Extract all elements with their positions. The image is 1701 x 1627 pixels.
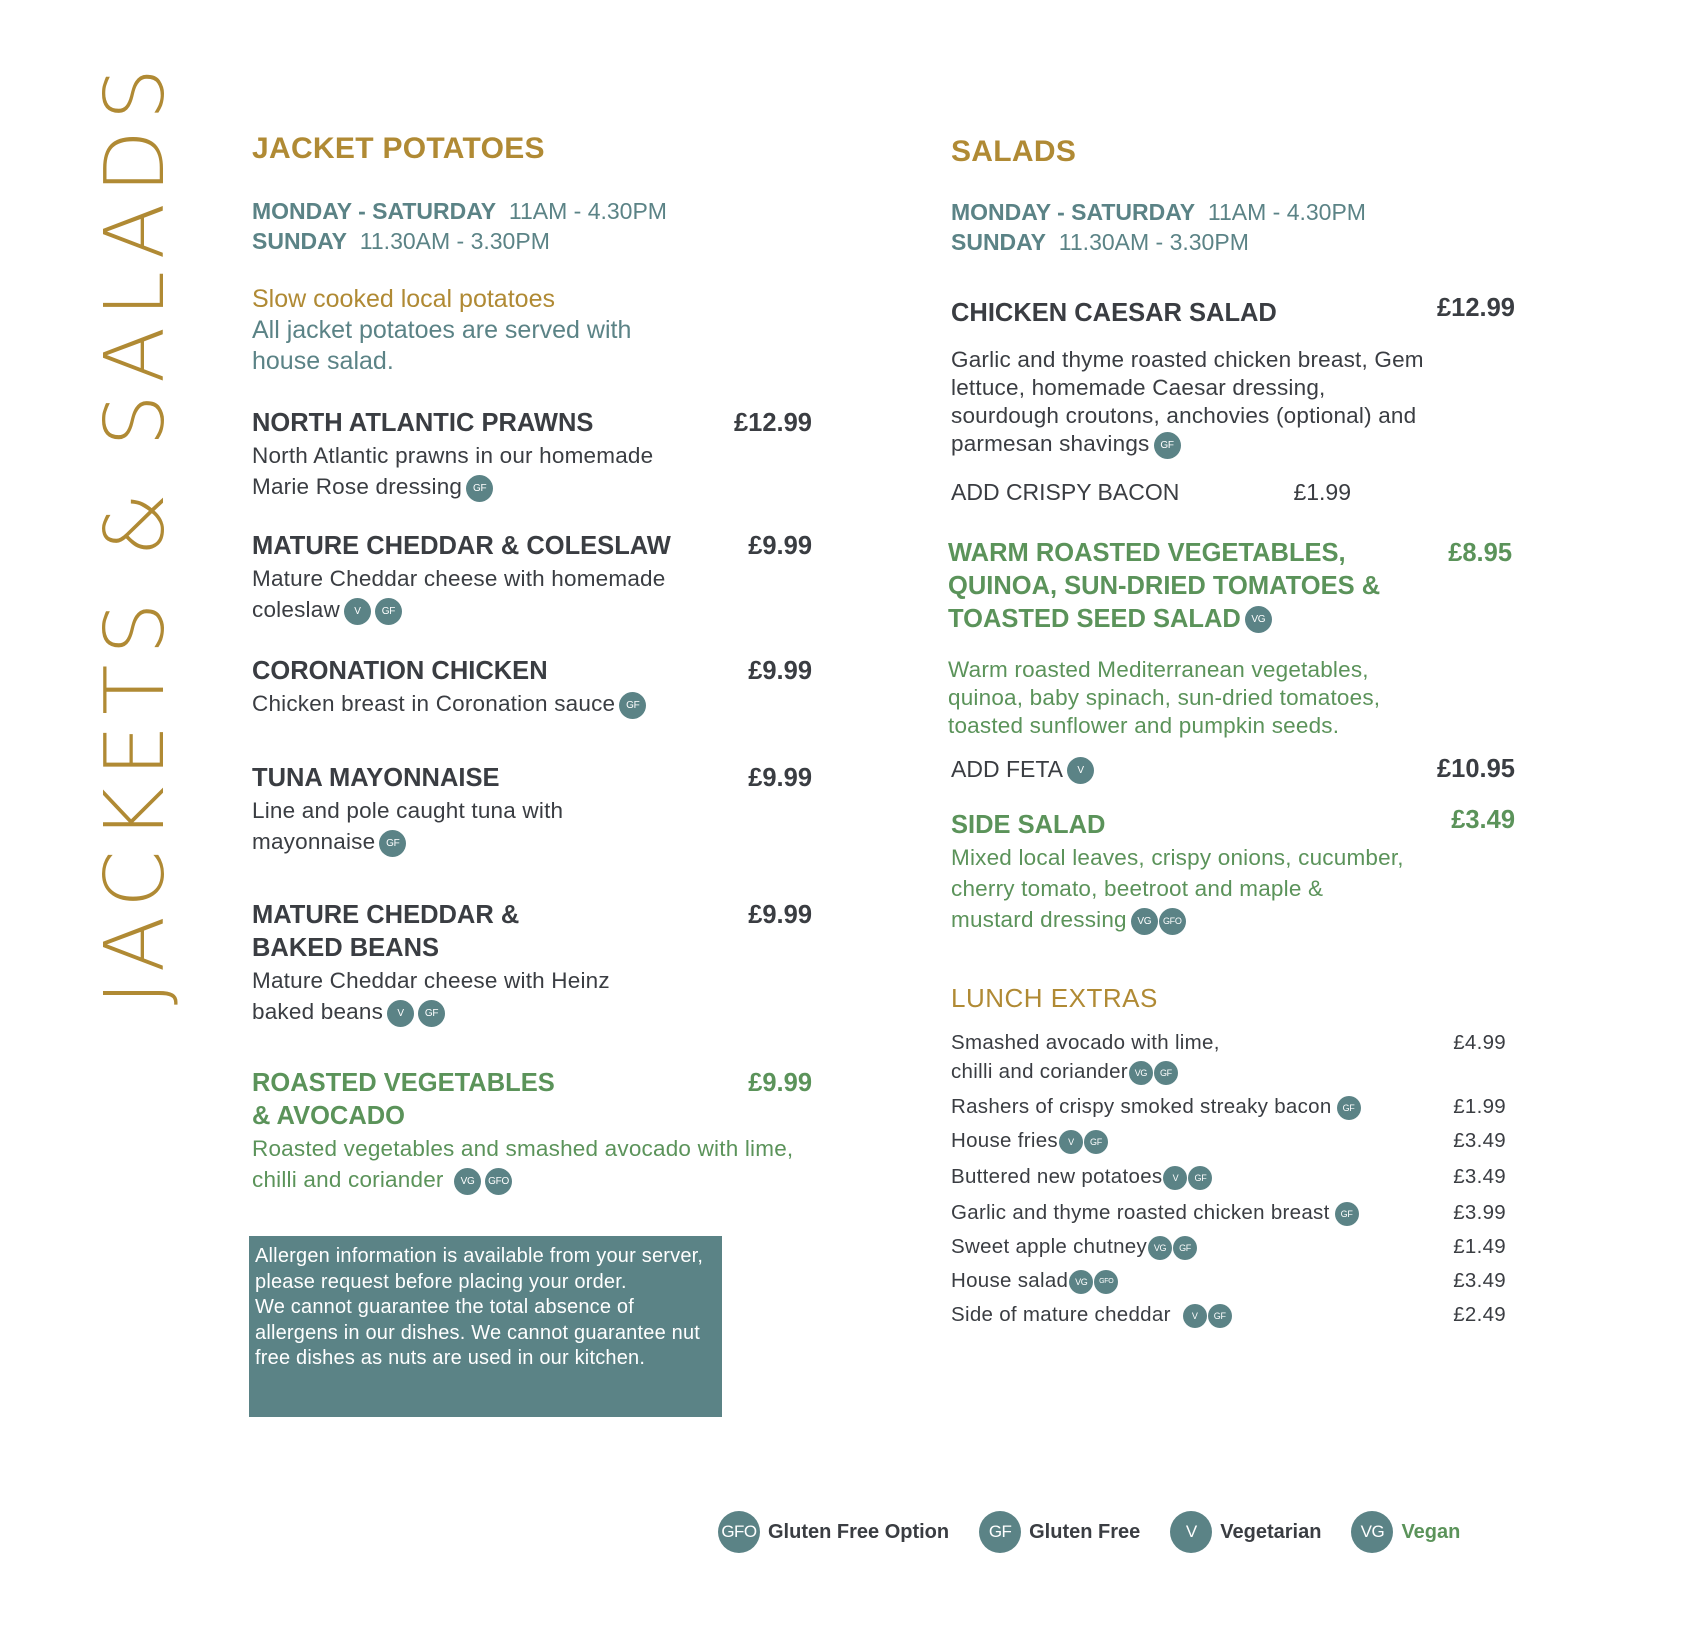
gluten-free-badge-icon: GF	[1188, 1166, 1212, 1190]
menu-item	[252, 530, 812, 625]
item-name: TUNA MAYONNAISE	[252, 764, 500, 792]
hours-days: MONDAY - SATURDAY	[951, 199, 1196, 225]
gluten-free-badge-icon: GF	[379, 830, 406, 857]
gluten-free-option-badge-icon: GFO	[1159, 908, 1186, 935]
gluten-free-badge-icon: GF	[1337, 1096, 1361, 1120]
vegetarian-badge-icon: V	[1170, 1511, 1212, 1553]
hours-time: 11AM - 4.30PM	[508, 198, 667, 224]
page-title: JACKETS & SALADS	[88, 58, 183, 1005]
menu-item	[252, 655, 812, 719]
legend-item	[1170, 1511, 1321, 1553]
extras-list	[951, 1028, 1511, 1329]
section-heading: LUNCH EXTRAS	[951, 982, 1158, 1013]
extra-price: £4.99	[1453, 1030, 1506, 1054]
extra-item: House fries V GF £3.49	[951, 1126, 1506, 1155]
item-name: CORONATION CHICKEN	[252, 657, 548, 685]
vegetarian-badge-icon: V	[1059, 1130, 1083, 1154]
extra-price: £2.49	[1453, 1302, 1506, 1326]
intro-line: Slow cooked local potatoes	[252, 285, 555, 313]
menu-item	[948, 537, 1515, 784]
addon-label: ADD CRISPY BACON	[951, 478, 1180, 505]
item-price: £9.99	[748, 532, 812, 560]
addon-label: ADD FETA	[951, 755, 1064, 782]
section-heading: JACKET POTATOES	[252, 132, 545, 165]
legend-label: Vegan	[1401, 1520, 1461, 1543]
addon-row	[951, 477, 1351, 507]
vegetarian-badge-icon: V	[387, 1000, 414, 1027]
lunch-extras-section	[951, 983, 1511, 1329]
addon-price: £10.95	[1437, 754, 1515, 783]
extra-item: Buttered new potatoes V GF £3.49	[951, 1162, 1506, 1191]
gluten-free-badge-icon: GF	[1335, 1202, 1359, 1226]
item-description: Line and pole caught tuna with mayonnaise GF	[252, 795, 632, 857]
dietary-legend	[718, 1510, 1460, 1554]
addon-row	[951, 754, 1515, 784]
gluten-free-badge-icon: GF	[979, 1511, 1021, 1553]
section-intro	[252, 284, 812, 377]
legend-item	[718, 1511, 949, 1553]
item-description: North Atlantic prawns in our homemade Marie Rose dressing GF	[252, 440, 712, 502]
extra-price: £1.99	[1453, 1094, 1506, 1118]
legend-label: Vegetarian	[1220, 1520, 1322, 1543]
vegetarian-badge-icon: V	[1163, 1166, 1187, 1190]
menu-item	[252, 762, 812, 857]
item-price: £12.99	[734, 409, 812, 437]
vegetarian-badge-icon: V	[344, 598, 371, 625]
vegan-badge-icon: VG	[1129, 1061, 1153, 1085]
gluten-free-badge-icon: GF	[1154, 432, 1181, 459]
item-name: NORTH ATLANTIC PRAWNS	[252, 409, 594, 437]
jacket-potatoes-section	[252, 132, 812, 1195]
item-price: £8.95	[1448, 538, 1512, 567]
legend-item	[1351, 1511, 1460, 1553]
gluten-free-badge-icon: GF	[1154, 1061, 1178, 1085]
extra-price: £3.49	[1453, 1128, 1506, 1152]
extra-item: House salad VG GFO £3.49	[951, 1266, 1506, 1295]
gluten-free-badge-icon: GF	[1208, 1304, 1232, 1328]
gluten-free-badge-icon: GF	[1173, 1236, 1197, 1260]
item-price: £9.99	[748, 901, 812, 929]
allergen-notice	[249, 1236, 722, 1417]
extra-item: Garlic and thyme roasted chicken breast GF £3.99	[951, 1198, 1506, 1227]
gluten-free-badge-icon: GF	[375, 598, 402, 625]
hours-days: SUNDAY	[252, 228, 348, 254]
hours-time: 11.30AM - 3.30PM	[359, 228, 550, 254]
legend-item	[979, 1511, 1140, 1553]
hours-days: MONDAY - SATURDAY	[252, 198, 497, 224]
allergen-line: We cannot guarantee the total absence of allergens in our dishes. We cannot guarantee nut free dishes as nuts are used in our kitchen.	[255, 1296, 701, 1369]
item-name: SIDE SALAD	[951, 810, 1106, 839]
gluten-free-badge-icon: GF	[1084, 1130, 1108, 1154]
gluten-free-badge-icon: GF	[466, 475, 493, 502]
vegan-badge-icon: VG	[1245, 606, 1272, 633]
menu-item	[252, 899, 812, 1027]
intro-line: All jacket potatoes are served with house salad.	[252, 316, 632, 375]
item-description: Mixed local leaves, crispy onions, cucumber, cherry tomato, beetroot and maple & mustard dressing VG GFO	[951, 842, 1411, 935]
item-description: Mature Cheddar cheese with Heinz baked beans V GF	[252, 965, 672, 1027]
item-price: £12.99	[1437, 294, 1515, 322]
item-description: Chicken breast in Coronation sauce GF	[252, 688, 812, 719]
menu-item	[252, 1067, 812, 1195]
gluten-free-option-badge-icon: GFO	[485, 1168, 512, 1195]
menu-item	[252, 407, 812, 502]
allergen-line: Allergen information is available from your server, please request before placing your order.	[255, 1245, 704, 1293]
item-name: CHICKEN CAESAR SALAD	[951, 299, 1277, 327]
salads-section	[948, 135, 1515, 1329]
gluten-free-option-badge-icon: GFO	[718, 1511, 760, 1553]
item-price: £9.99	[748, 764, 812, 792]
gluten-free-option-badge-icon: GFO	[1094, 1270, 1118, 1294]
extra-item: Side of mature cheddar V GF £2.49	[951, 1300, 1506, 1329]
item-description: Garlic and thyme roasted chicken breast, Gem lettuce, homemade Caesar dressing, sourdough croutons, anchovies (optional) and parmesan shavings GF	[951, 346, 1426, 459]
menu-item	[951, 805, 1515, 935]
item-price: £9.99	[748, 657, 812, 685]
item-name: ROASTED VEGETABLES & AVOCADO	[252, 1069, 555, 1130]
item-name: MATURE CHEDDAR & BAKED BEANS	[252, 901, 520, 962]
legend-label: Gluten Free	[1029, 1520, 1141, 1543]
addon-price: £1.99	[1293, 478, 1351, 505]
opening-hours	[951, 197, 1511, 257]
opening-hours	[252, 196, 812, 256]
item-price: £9.99	[748, 1069, 812, 1097]
extra-item: Sweet apple chutney VG GF £1.49	[951, 1232, 1506, 1261]
vegetarian-badge-icon: V	[1067, 757, 1094, 784]
vegetarian-badge-icon: V	[1183, 1304, 1207, 1328]
vegan-badge-icon: VG	[1069, 1270, 1093, 1294]
menu-item	[951, 294, 1515, 507]
hours-days: SUNDAY	[951, 229, 1047, 255]
item-name: WARM ROASTED VEGETABLES, QUINOA, SUN-DRIED TOMATOES & TOASTED SEED SALAD VG	[948, 538, 1381, 633]
item-name: MATURE CHEDDAR & COLESLAW	[252, 532, 671, 560]
vegan-badge-icon: VG	[1131, 908, 1158, 935]
gluten-free-badge-icon: GF	[619, 692, 646, 719]
legend-label: Gluten Free Option	[768, 1520, 950, 1543]
item-price: £3.49	[1451, 805, 1515, 834]
vegan-badge-icon: VG	[454, 1168, 481, 1195]
gluten-free-badge-icon: GF	[418, 1000, 445, 1027]
extra-price: £3.49	[1453, 1268, 1506, 1292]
hours-time: 11AM - 4.30PM	[1207, 199, 1366, 225]
section-heading: SALADS	[951, 135, 1077, 168]
vegan-badge-icon: VG	[1148, 1236, 1172, 1260]
item-description: Warm roasted Mediterranean vegetables, quinoa, baby spinach, sun-dried tomatoes, toasted sunflower and pumpkin seeds.	[948, 656, 1381, 738]
item-description: Mature Cheddar cheese with homemade coleslaw V GF	[252, 563, 722, 625]
hours-time: 11.30AM - 3.30PM	[1058, 229, 1249, 255]
extra-item: Rashers of crispy smoked streaky bacon GF £1.99	[951, 1092, 1506, 1121]
vegan-badge-icon: VG	[1351, 1511, 1393, 1553]
extra-item: Smashed avocado with lime, chilli and coriander VG GF £4.99	[951, 1028, 1506, 1086]
extra-price: £1.49	[1453, 1234, 1506, 1258]
item-description: Roasted vegetables and smashed avocado with lime, chilli and coriander VG GFO	[252, 1133, 812, 1195]
extra-price: £3.99	[1453, 1200, 1506, 1224]
extra-price: £3.49	[1453, 1164, 1506, 1188]
